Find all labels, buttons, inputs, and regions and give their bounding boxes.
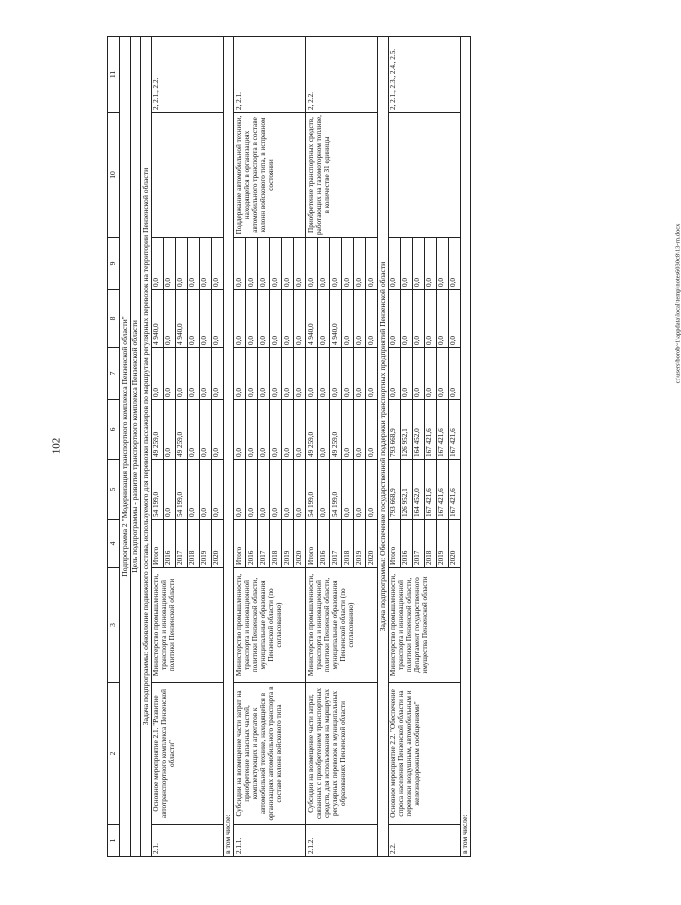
budget-table [107, 36, 471, 857]
item-name: Основное мероприятие 2.1. "Развитие автотранспортного комплекса Пензенской области" [151, 683, 223, 825]
amount-cell: 167 421,6 [448, 460, 460, 520]
amount-cell: 49 259,0 [306, 400, 318, 460]
amount-cell: 0,0 [246, 348, 258, 400]
item-indicator-ref: 2, 2.2. [306, 37, 378, 113]
amount-cell: 0,0 [294, 348, 306, 400]
table-row [234, 37, 246, 857]
year-cell: Итого [388, 520, 400, 568]
year-cell: 2019 [436, 520, 448, 568]
item-name: Субсидии на возмещение части затрат, связанных с приобретением транспортных средств, для использования на маршрутах регулярных перевозок в муниципальных образованиях Пензенской области [306, 683, 378, 825]
amount-cell: 0,0 [366, 400, 378, 460]
amount-cell: 0,0 [366, 238, 378, 290]
col-num-9: 9 [108, 238, 120, 290]
item-name: Основное мероприятие 2.2. "Обеспечение спроса населения Пензенской области на перевозки воздушным, автомобильным и железнодорожным сообщениями" [388, 683, 460, 825]
item-executor: Министерство промышленности, транспорта и инновационной политики Пензенской области [151, 568, 223, 683]
year-cell: 2016 [163, 520, 175, 568]
year-cell: 2020 [448, 520, 460, 568]
amount-cell: 167 421,6 [424, 460, 436, 520]
year-cell: 2017 [412, 520, 424, 568]
year-cell: Итого [234, 520, 246, 568]
amount-cell: 0,0 [151, 348, 163, 400]
year-cell: 2016 [246, 520, 258, 568]
amount-cell: 0,0 [294, 238, 306, 290]
amount-cell: 0,0 [234, 238, 246, 290]
in-total-label-2: в том числе: [460, 37, 471, 857]
col-num-2: 2 [108, 683, 120, 825]
amount-cell: 0,0 [187, 400, 199, 460]
amount-cell: 0,0 [318, 460, 330, 520]
item-executor: Министерство промышленности, транспорта и инновационной политики Пензенской области, Департамент государственного имущества Пензенской области [388, 568, 460, 683]
amount-cell: 0,0 [187, 460, 199, 520]
rotated-table-frame [107, 37, 562, 857]
amount-cell: 0,0 [258, 290, 270, 348]
year-cell: 2019 [199, 520, 211, 568]
amount-cell: 0,0 [354, 290, 366, 348]
amount-cell: 0,0 [294, 290, 306, 348]
year-cell: 2018 [187, 520, 199, 568]
in-total-label-row [223, 37, 234, 857]
amount-cell: 0,0 [282, 290, 294, 348]
table-row [151, 37, 163, 857]
amount-cell: 0,0 [400, 290, 412, 348]
table-row [306, 37, 318, 857]
amount-cell: 0,0 [366, 348, 378, 400]
amount-cell: 0,0 [354, 460, 366, 520]
amount-cell: 0,0 [246, 400, 258, 460]
amount-cell: 0,0 [163, 238, 175, 290]
subprogram-title: Подпрограмма 2 "Модернизация транспортного комплекса Пензенской области" [120, 37, 131, 857]
amount-cell: 54 199,0 [330, 460, 342, 520]
task2-title: Задача подпрограммы: Обеспечение государственной поддержки транспортных предприятий Пензенской области [378, 37, 389, 857]
amount-cell: 0,0 [282, 460, 294, 520]
year-cell: Итого [151, 520, 163, 568]
amount-cell: 0,0 [163, 290, 175, 348]
year-cell: 2017 [330, 520, 342, 568]
amount-cell: 0,0 [211, 400, 223, 460]
amount-cell: 0,0 [400, 238, 412, 290]
year-cell: 2020 [366, 520, 378, 568]
year-cell: 2020 [294, 520, 306, 568]
item-indicator-ref: 2, 2.1. [234, 37, 306, 113]
col-num-5: 5 [108, 460, 120, 520]
item-result [388, 113, 460, 238]
amount-cell: 0,0 [388, 290, 400, 348]
year-cell: 2016 [318, 520, 330, 568]
amount-cell: 0,0 [270, 460, 282, 520]
item-number: 2.1. [151, 825, 223, 857]
year-cell: Итого [306, 520, 318, 568]
subprogram-title-row [120, 37, 131, 857]
amount-cell: 0,0 [258, 238, 270, 290]
col-num-3: 3 [108, 568, 120, 683]
col-num-10: 10 [108, 113, 120, 238]
amount-cell: 0,0 [199, 348, 211, 400]
amount-cell: 793 668,9 [388, 460, 400, 520]
amount-cell: 0,0 [436, 238, 448, 290]
amount-cell: 0,0 [187, 290, 199, 348]
item-result: Приобретение транспортных средств, работающих на газомоторном топливе, в количестве 31 единицы [306, 113, 378, 238]
amount-cell: 0,0 [258, 348, 270, 400]
amount-cell: 0,0 [388, 238, 400, 290]
amount-cell: 0,0 [270, 348, 282, 400]
amount-cell: 0,0 [436, 348, 448, 400]
amount-cell: 0,0 [246, 290, 258, 348]
year-cell: 2017 [175, 520, 187, 568]
amount-cell: 0,0 [342, 400, 354, 460]
amount-cell: 0,0 [199, 460, 211, 520]
amount-cell: 0,0 [354, 348, 366, 400]
amount-cell: 126 952,1 [400, 400, 412, 460]
year-cell: 2020 [211, 520, 223, 568]
col-num-8: 8 [108, 290, 120, 348]
amount-cell: 0,0 [163, 348, 175, 400]
amount-cell: 0,0 [366, 290, 378, 348]
in-total-label-2-row [460, 37, 471, 857]
amount-cell: 0,0 [175, 348, 187, 400]
amount-cell: 0,0 [318, 348, 330, 400]
amount-cell: 167 421,6 [436, 460, 448, 520]
amount-cell: 54 199,0 [306, 460, 318, 520]
item-number: 2.1.1. [234, 825, 306, 857]
amount-cell: 0,0 [306, 238, 318, 290]
amount-cell: 0,0 [424, 348, 436, 400]
amount-cell: 0,0 [448, 348, 460, 400]
amount-cell: 0,0 [318, 400, 330, 460]
amount-cell: 0,0 [211, 290, 223, 348]
amount-cell: 164 452,0 [412, 400, 424, 460]
amount-cell: 0,0 [388, 348, 400, 400]
amount-cell: 0,0 [282, 238, 294, 290]
subprogram-goal: Цель подпрограммы - развитие транспортного комплекса Пензенской области [130, 37, 141, 857]
amount-cell: 0,0 [234, 400, 246, 460]
item-name: Субсидии на возмещение части затрат на приобретение запасных частей, комплектующих и агрегатов к автомобильной технике, находящейся в организациях автомобильного транспорта в составе колонн войскового типа [234, 683, 306, 825]
amount-cell: 49 259,0 [151, 400, 163, 460]
item-indicator-ref: 2, 2.1., 2.2. [151, 37, 223, 113]
amount-cell: 0,0 [234, 460, 246, 520]
amount-cell: 0,0 [282, 348, 294, 400]
amount-cell: 793 668,9 [388, 400, 400, 460]
amount-cell: 167 421,6 [448, 400, 460, 460]
year-cell: 2018 [342, 520, 354, 568]
amount-cell: 167 421,6 [424, 400, 436, 460]
col-num-6: 6 [108, 400, 120, 460]
amount-cell: 0,0 [211, 238, 223, 290]
task2-title-row [378, 37, 389, 857]
year-cell: 2018 [270, 520, 282, 568]
item-executor: Министерство промышленности, транспорта и инновационной политики Пензенской области, муниципальные образования Пензенской области (по согласованию) [306, 568, 378, 683]
amount-cell: 0,0 [246, 238, 258, 290]
year-cell: 2018 [424, 520, 436, 568]
subprogram-goal-row [130, 37, 141, 857]
col-num-4: 4 [108, 520, 120, 568]
amount-cell: 0,0 [330, 238, 342, 290]
amount-cell: 0,0 [199, 238, 211, 290]
page-number: 102 [50, 437, 63, 455]
amount-cell: 54 199,0 [175, 460, 187, 520]
table-container [107, 37, 562, 857]
amount-cell: 0,0 [436, 290, 448, 348]
item-indicator-ref: 2, 2.1., 2.3., 2.4., 2.5. [388, 37, 460, 113]
amount-cell: 4 940,0 [151, 290, 163, 348]
amount-cell: 0,0 [318, 290, 330, 348]
amount-cell: 0,0 [151, 238, 163, 290]
amount-cell: 0,0 [424, 238, 436, 290]
amount-cell: 0,0 [258, 400, 270, 460]
amount-cell: 0,0 [354, 400, 366, 460]
amount-cell: 0,0 [258, 460, 270, 520]
task1-row [141, 37, 152, 857]
amount-cell: 0,0 [342, 290, 354, 348]
amount-cell: 0,0 [342, 348, 354, 400]
amount-cell: 54 199,0 [151, 460, 163, 520]
amount-cell: 0,0 [448, 290, 460, 348]
amount-cell: 0,0 [366, 460, 378, 520]
amount-cell: 0,0 [270, 400, 282, 460]
col-num-1: 1 [108, 825, 120, 857]
table-row [388, 37, 400, 857]
task1-title: Задача подпрограммы: обновление подвижного состава, используемого для перевозки пассажиров по маршрутам регулярных перевозок на территории Пензенской области [141, 37, 152, 857]
amount-cell: 0,0 [318, 238, 330, 290]
year-cell: 2019 [282, 520, 294, 568]
amount-cell: 0,0 [199, 400, 211, 460]
amount-cell: 0,0 [211, 460, 223, 520]
col-num-11: 11 [108, 37, 120, 113]
amount-cell: 4 940,0 [306, 290, 318, 348]
amount-cell: 164 452,0 [412, 460, 424, 520]
footer-file-path: c:\users\borob~1\appdata\local\temp\notes6030c8\13-rn.docx [674, 223, 681, 384]
amount-cell: 0,0 [412, 290, 424, 348]
amount-cell: 0,0 [211, 348, 223, 400]
in-total-label: в том числе: [223, 37, 234, 857]
amount-cell: 4 940,0 [330, 290, 342, 348]
amount-cell: 0,0 [448, 238, 460, 290]
amount-cell: 0,0 [330, 348, 342, 400]
amount-cell: 0,0 [175, 238, 187, 290]
amount-cell: 0,0 [342, 460, 354, 520]
item-number: 2.2. [388, 825, 460, 857]
amount-cell: 0,0 [234, 290, 246, 348]
amount-cell: 49 259,0 [330, 400, 342, 460]
year-cell: 2017 [258, 520, 270, 568]
item-result: Поддержание автомобильной техники, находящейся в организациях автомобильного транспорта в составе колонн войскового типа, в исправном состоянии [234, 113, 306, 238]
amount-cell: 0,0 [294, 400, 306, 460]
amount-cell: 0,0 [400, 348, 412, 400]
amount-cell: 0,0 [270, 290, 282, 348]
item-number: 2.1.2. [306, 825, 378, 857]
amount-cell: 0,0 [412, 238, 424, 290]
item-executor: Министерство промышленности, транспорта и инновационной политики Пензенской области, муниципальные образования Пензенской области (по согласованию) [234, 568, 306, 683]
amount-cell: 0,0 [199, 290, 211, 348]
amount-cell: 0,0 [234, 348, 246, 400]
year-cell: 2019 [354, 520, 366, 568]
amount-cell: 0,0 [342, 238, 354, 290]
item-result [151, 113, 223, 238]
amount-cell: 49 259,0 [175, 400, 187, 460]
amount-cell: 0,0 [424, 290, 436, 348]
amount-cell: 0,0 [282, 400, 294, 460]
amount-cell: 0,0 [187, 348, 199, 400]
amount-cell: 0,0 [270, 238, 282, 290]
col-num-7: 7 [108, 348, 120, 400]
amount-cell: 0,0 [412, 348, 424, 400]
amount-cell: 0,0 [294, 460, 306, 520]
amount-cell: 4 940,0 [175, 290, 187, 348]
amount-cell: 0,0 [306, 348, 318, 400]
amount-cell: 0,0 [246, 460, 258, 520]
amount-cell: 126 952,1 [400, 460, 412, 520]
amount-cell: 167 421,6 [436, 400, 448, 460]
amount-cell: 0,0 [354, 238, 366, 290]
amount-cell: 0,0 [163, 460, 175, 520]
amount-cell: 0,0 [187, 238, 199, 290]
amount-cell: 0,0 [163, 400, 175, 460]
year-cell: 2016 [400, 520, 412, 568]
column-number-row [108, 37, 120, 857]
